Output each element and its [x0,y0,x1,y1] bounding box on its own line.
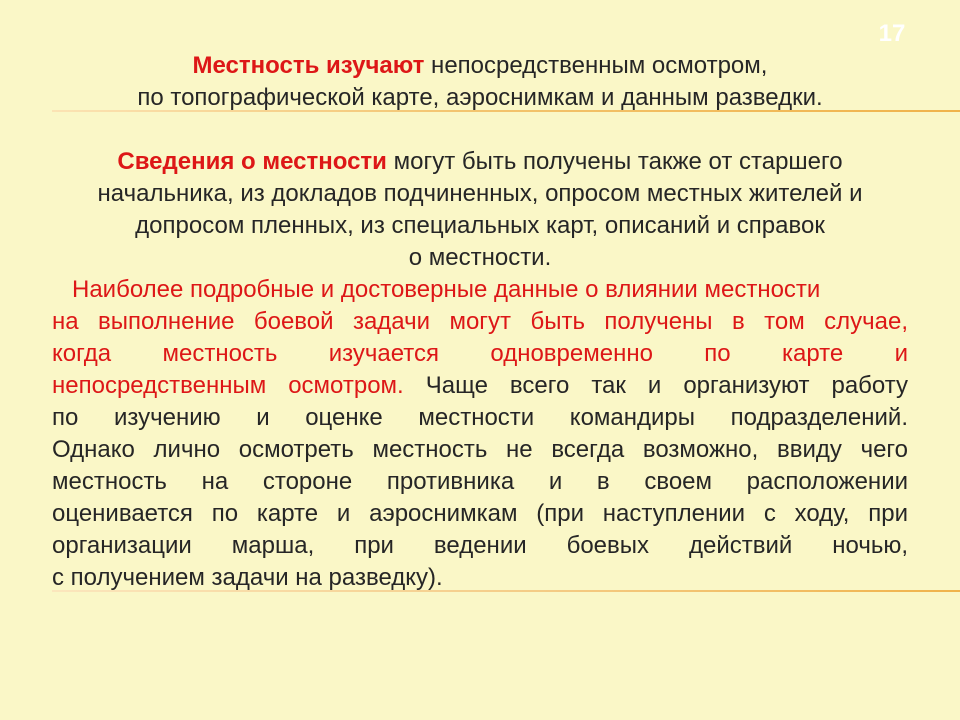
paragraph-3-line-7: местность на стороне противника и в своем расположении [52,468,908,495]
paragraph-3-line-4 [52,370,908,402]
paragraph-3-line-8: оценивается по карте и аэроснимкам (при наступлении с ходу, при [52,500,908,527]
paragraph-3-line-9: организации марша, при ведении боевых действий ночью, [52,532,908,559]
paragraph-2-line-1 [52,146,908,178]
paragraph-3-line-2: на выполнение боевой задачи могут быть получены в том случае, [52,308,908,335]
paragraph-3-line-1: Наиболее подробные и достоверные данные о влиянии местности [72,276,821,303]
emphasis-direct-inspection: непосредственным осмотром. [52,372,404,399]
paragraph-2-line-2: начальника, из докладов подчиненных, опросом местных жителей и [97,180,863,207]
paragraph-3-line-3: когда местность изучается одновременно по карте и [52,340,908,367]
paragraph-1-line-1 [52,50,908,82]
paragraph-3-line-10: с получением задачи на разведку). [52,564,443,591]
emphasis-terrain-study: Местность изучают [192,52,425,79]
paragraph-2-line-3: допросом пленных, из специальных карт, описаний и справок [135,212,825,239]
page-number: 17 [878,20,906,47]
emphasis-terrain-info: Сведения о местности [117,148,387,175]
paragraph-2-line-1-text: могут быть получены также от старшего [386,148,843,175]
paragraph-1-line-1-text: непосредственным осмотром, [424,52,768,79]
paragraph-1-line-2: по топографической карте, аэроснимкам и данным разведки. [137,84,823,111]
paragraph-3-line-6: Однако лично осмотреть местность не всегда возможно, ввиду чего [52,436,908,463]
paragraph-2-line-4: о местности. [408,244,552,271]
paragraph-3-line-4-text: Чаще всего так и организуют работу [403,372,908,399]
paragraph-3-line-5: по изучению и оценке местности командиры подразделений. [52,404,908,431]
